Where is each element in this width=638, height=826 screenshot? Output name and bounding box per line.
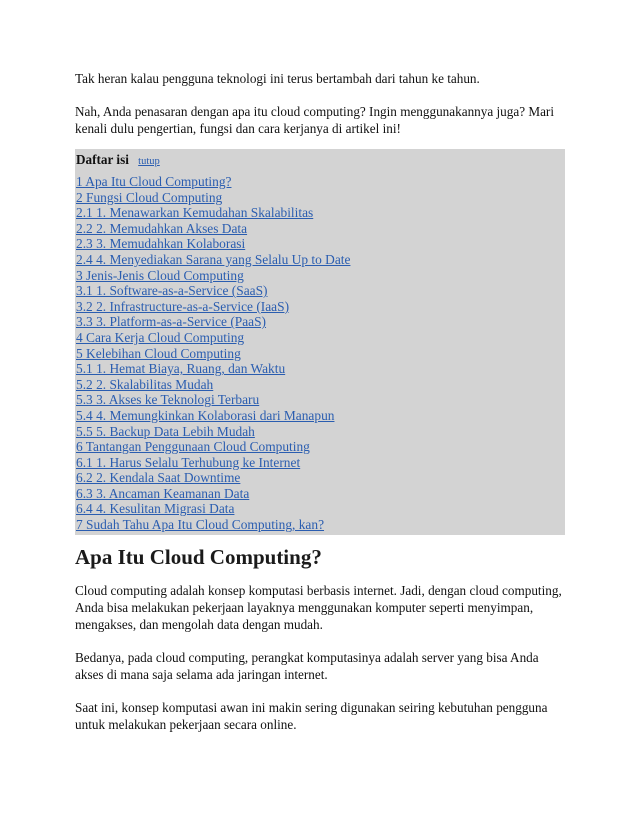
toc-link[interactable]: 2.3 3. Memudahkan Kolaborasi [76,236,246,252]
section-heading: Apa Itu Cloud Computing? [75,544,322,569]
body-paragraph-3: Saat ini, konsep komputasi awan ini makin sering digunakan seiring kebutuhan pengguna untuk melakukan pekerjaan secara online. [75,699,548,732]
toc-link[interactable]: 6.1 1. Harus Selalu Terhubung ke Internet [76,454,301,470]
toc-link[interactable]: 5.2 2. Skalabilitas Mudah [76,376,214,392]
toc-link[interactable]: 7 Sudah Tahu Apa Itu Cloud Computing, kan? [76,517,325,533]
body-paragraph-1: Cloud computing adalah konsep komputasi berbasis internet. Jadi, dengan cloud computing, Anda bisa melakukan pekerjaan layaknya menggunakan komputer seperti menyimpan, mengakses, dan mengolah data dengan mudah. [75,582,562,632]
toc-link[interactable]: 5.5 5. Backup Data Lebih Mudah [76,423,255,439]
intro-paragraph-2: Nah, Anda penasaran dengan apa itu cloud computing? Ingin menggunakannya juga? Mari kenali dulu pengertian, fungsi dan cara kerjanya di artikel ini! [75,104,554,136]
toc-link[interactable]: 5.4 4. Memungkinkan Kolaborasi dari Manapun [76,407,335,423]
toc-link[interactable]: 6 Tantangan Penggunaan Cloud Computing [76,439,310,455]
toc-link[interactable]: 4 Cara Kerja Cloud Computing [76,329,245,345]
toc-link[interactable]: 2.1 1. Menawarkan Kemudahan Skalabilitas [76,205,314,221]
toc-link[interactable]: 6.2 2. Kendala Saat Downtime [76,470,241,486]
toc-link[interactable]: 3.3 3. Platform-as-a-Service (PaaS) [76,314,267,330]
toc-list [75,174,565,533]
toc-link[interactable]: 3.1 1. Software-as-a-Service (SaaS) [76,283,268,299]
toc-link[interactable]: 2.4 4. Menyediakan Sarana yang Selalu Up to Date [76,251,351,267]
toc-link[interactable]: 5 Kelebihan Cloud Computing [76,345,241,361]
toc-link[interactable]: 3.2 2. Infrastructure-as-a-Service (IaaS) [76,298,290,314]
toc-link[interactable]: 2 Fungsi Cloud Computing [76,189,223,205]
toc-link[interactable]: 5.1 1. Hemat Biaya, Ruang, dan Waktu [76,361,286,377]
toc-toggle-link[interactable]: tutup [138,156,160,167]
toc-header [75,151,565,171]
document-page [75,0,567,733]
table-of-contents [75,149,565,535]
toc-link[interactable]: 3 Jenis-Jenis Cloud Computing [76,267,244,283]
toc-link[interactable]: 1 Apa Itu Cloud Computing? [76,174,232,189]
toc-link[interactable]: 6.3 3. Ancaman Keamanan Data [76,485,250,501]
body-paragraph-2: Bedanya, pada cloud computing, perangkat komputasinya adalah server yang bisa Anda akses di mana saja selama ada jaringan internet. [75,649,539,682]
toc-link[interactable]: 2.2 2. Memudahkan Akses Data [76,220,248,236]
toc-link[interactable]: 6.4 4. Kesulitan Migrasi Data [76,501,235,517]
toc-link[interactable]: 5.3 3. Akses ke Teknologi Terbaru [76,392,260,408]
toc-title: Daftar isi [76,152,129,167]
intro-paragraph-1: Tak heran kalau pengguna teknologi ini terus bertambah dari tahun ke tahun. [75,71,480,86]
